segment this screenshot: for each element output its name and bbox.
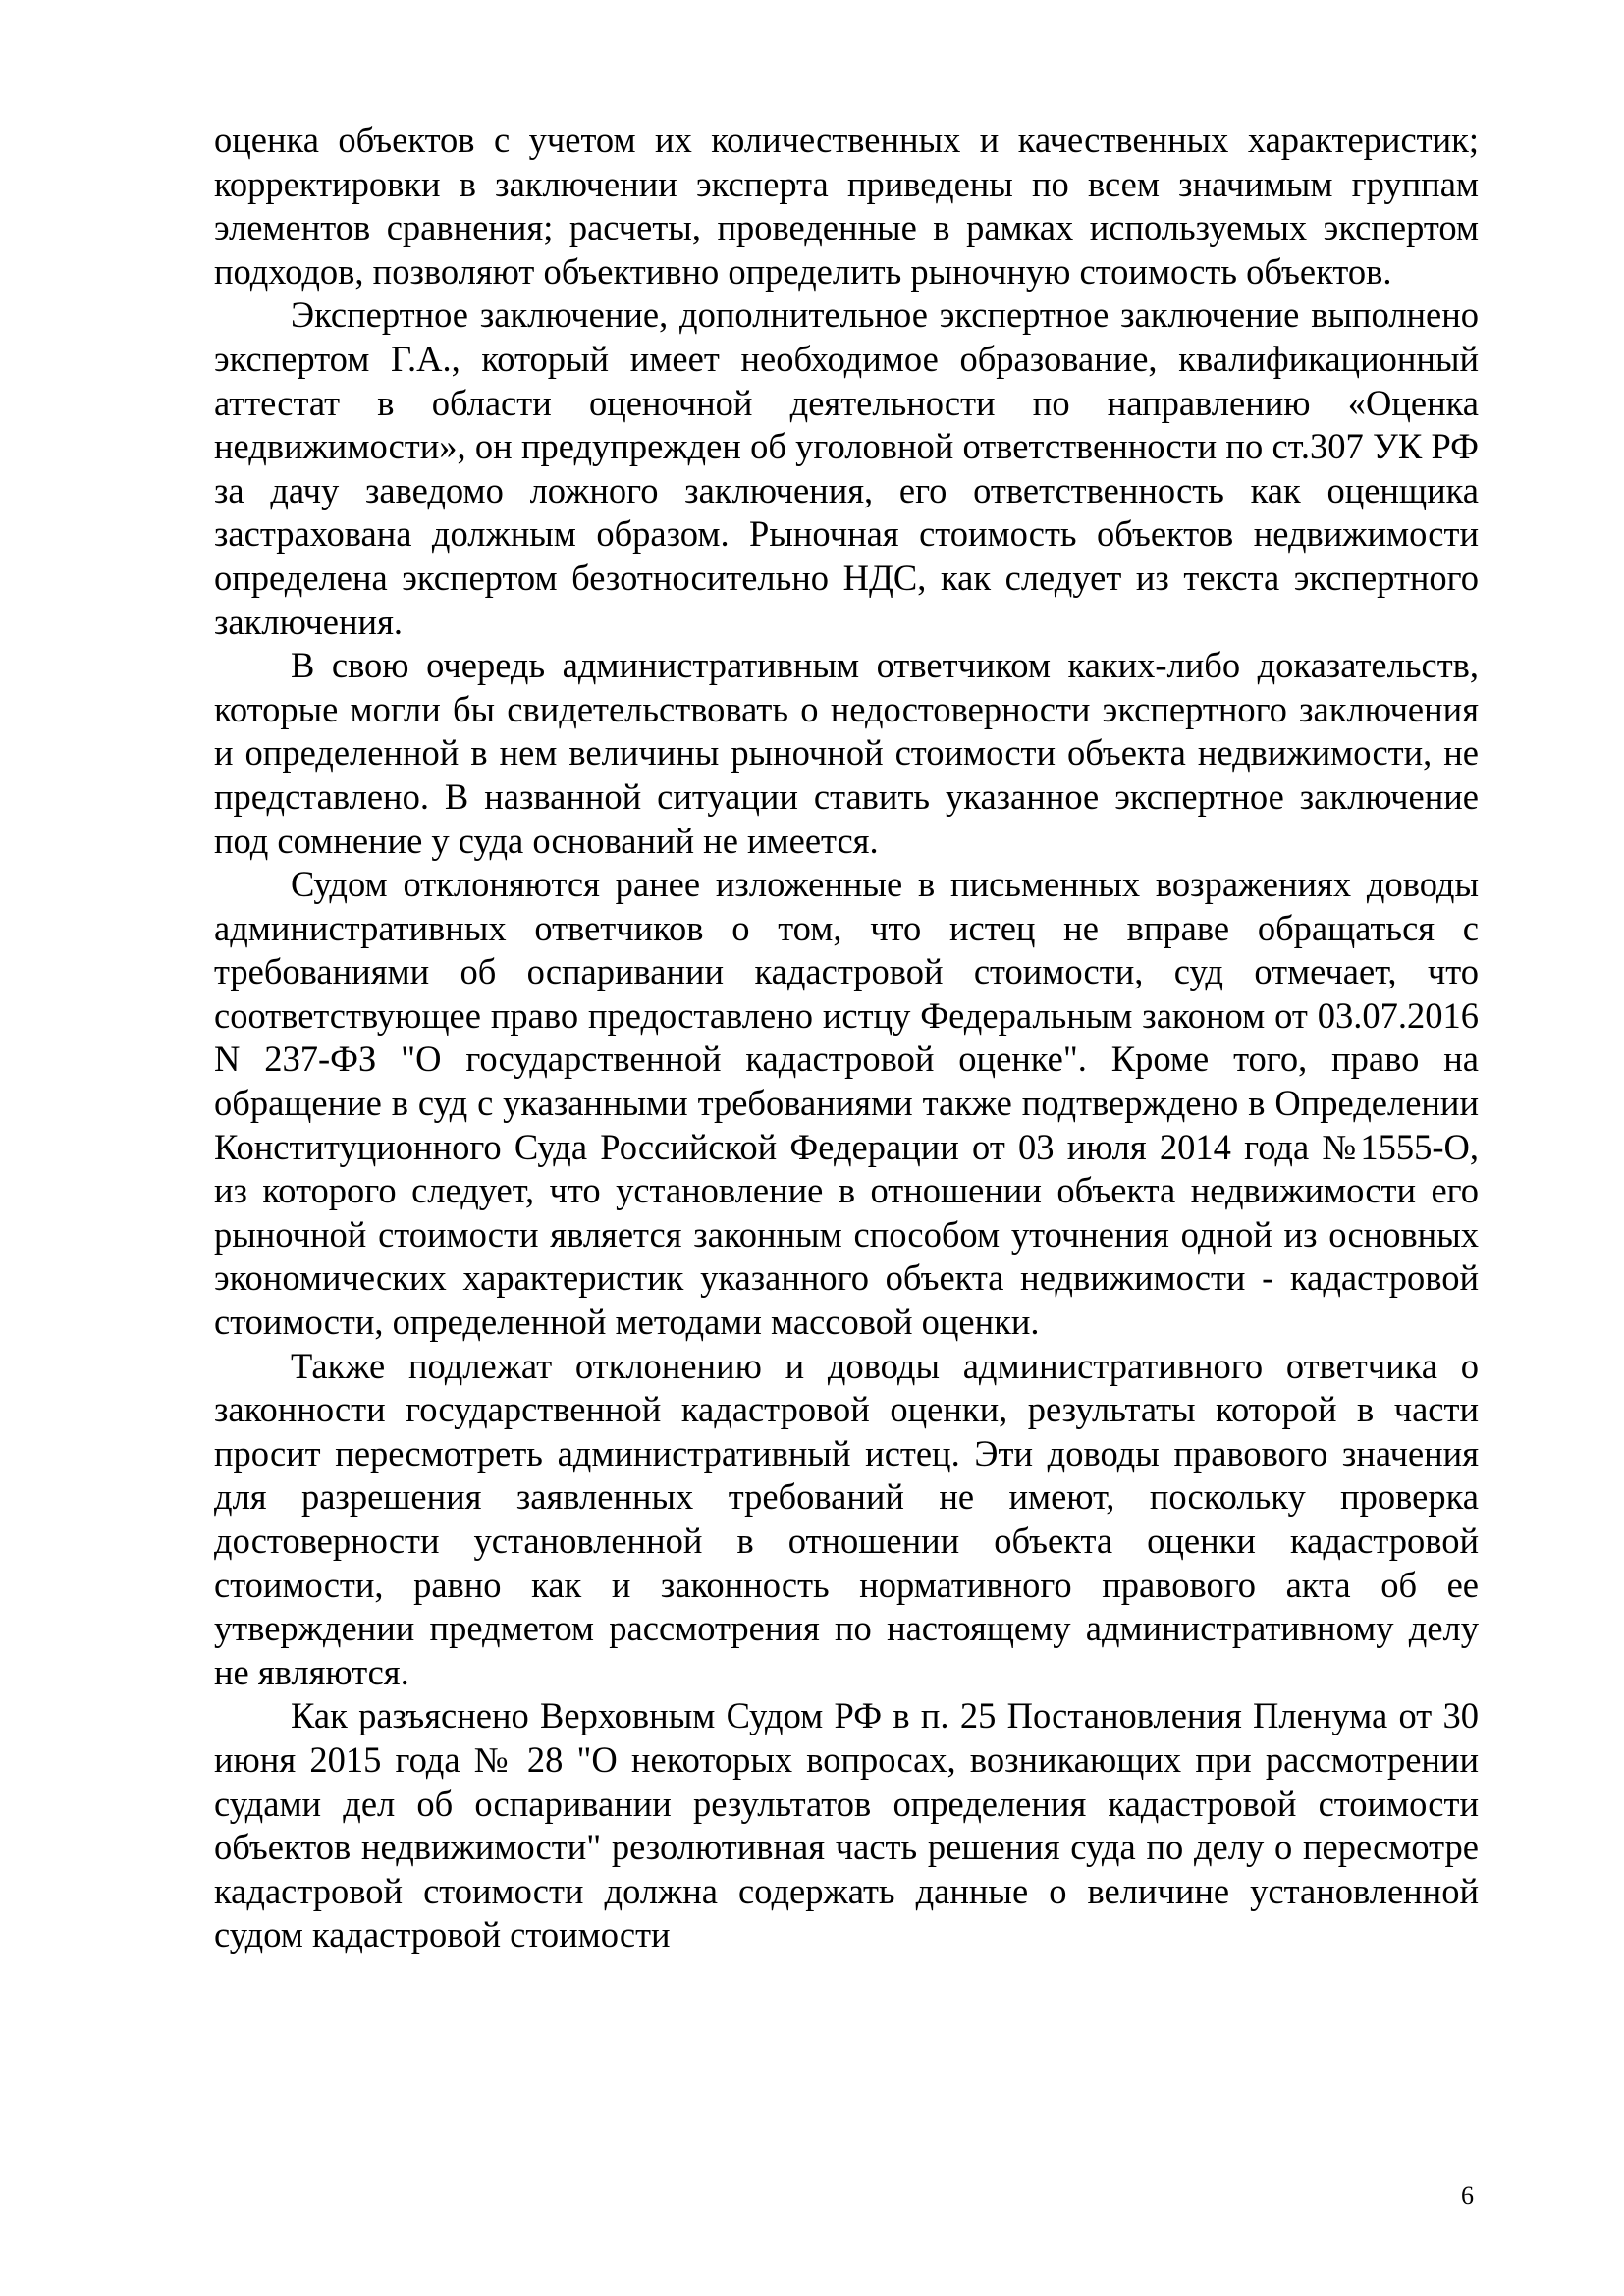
paragraph-supreme-court: Как разъяснено Верховным Судом РФ в п. 25 Постановления Пленума от 30 июня 2015 года № 28 "О некоторых вопросах, возникающих при рассмотрении судами дел об оспаривании результатов определения кадастровой стоимости объектов недвижимости" резолютивная часть решения суда по делу о пересмотре кадастровой стоимости должна содержать данные о величине установленной судом кадастровой стоимости <box>214 1695 1479 1955</box>
paragraph-no-evidence: В свою очередь административным ответчиком каких-либо доказательств, которые могли бы свидетельствовать о недостоверности экспертного заключения и определенной в нем величины рыночной стоимости объекта недвижимости, не представлено. В названной ситуации ставить указанное экспертное заключение под сомнение у суда оснований не имеется. <box>214 645 1479 861</box>
paragraph-rejected-arguments: Судом отклоняются ранее изложенные в письменных возражениях доводы административных ответчиков о том, что истец не вправе обращаться с требованиями об оспаривании кадастровой стоимости, суд отмечает, что соответствующее право предоставлено истцу Федеральным законом от 03.07.2016 N 237-ФЗ "О государственной кадастровой оценке". Кроме того, право на обращение в суд с указанными требованиями также подтверждено в Определении Конституционного Суда Российской Федерации от 03 июля 2014 года №1555-О, из которого следует, что установление в отношении объекта недвижимости его рыночной стоимости является законным способом уточнения одной из основных экономических характеристик указанного объекта недвижимости - кадастровой стоимости, определенной методами массовой оценки. <box>214 864 1479 1343</box>
paragraph-expert-conclusion: Экспертное заключение, дополнительное экспертное заключение выполнено экспертом Г.А., который имеет необходимое образование, квалификационный аттестат в области оценочной деятельности по направлению «Оценка недвижимости», он предупрежден об уголовной ответственности по ст.307 УК РФ за дачу заведомо ложного заключения, его ответственность как оценщика застрахована должным образом. Рыночная стоимость объектов недвижимости определена экспертом безотносительно НДС, как следует из текста экспертного заключения. <box>214 294 1479 642</box>
page-number: 6 <box>1461 2181 1474 2210</box>
document-body <box>214 119 1479 1957</box>
paragraph-continuation: оценка объектов с учетом их количественных и качественных характеристик; корректировки в заключении эксперта приведены по всем значимым группам элементов сравнения; расчеты, проведенные в рамках используемых экспертом подходов, позволяют объективно определить рыночную стоимость объектов. <box>214 120 1479 292</box>
paragraph-legality-arguments: Также подлежат отклонению и доводы административного ответчика о законности государственной кадастровой оценки, результаты которой в части просит пересмотреть административный истец. Эти доводы правового значения для разрешения заявленных требований не имеют, поскольку проверка достоверности установленной в отношении объекта оценки кадастровой стоимости, равно как и законность нормативного правового акта об ее утверждении предметом рассмотрения по настоящему административному делу не являются. <box>214 1345 1479 1692</box>
